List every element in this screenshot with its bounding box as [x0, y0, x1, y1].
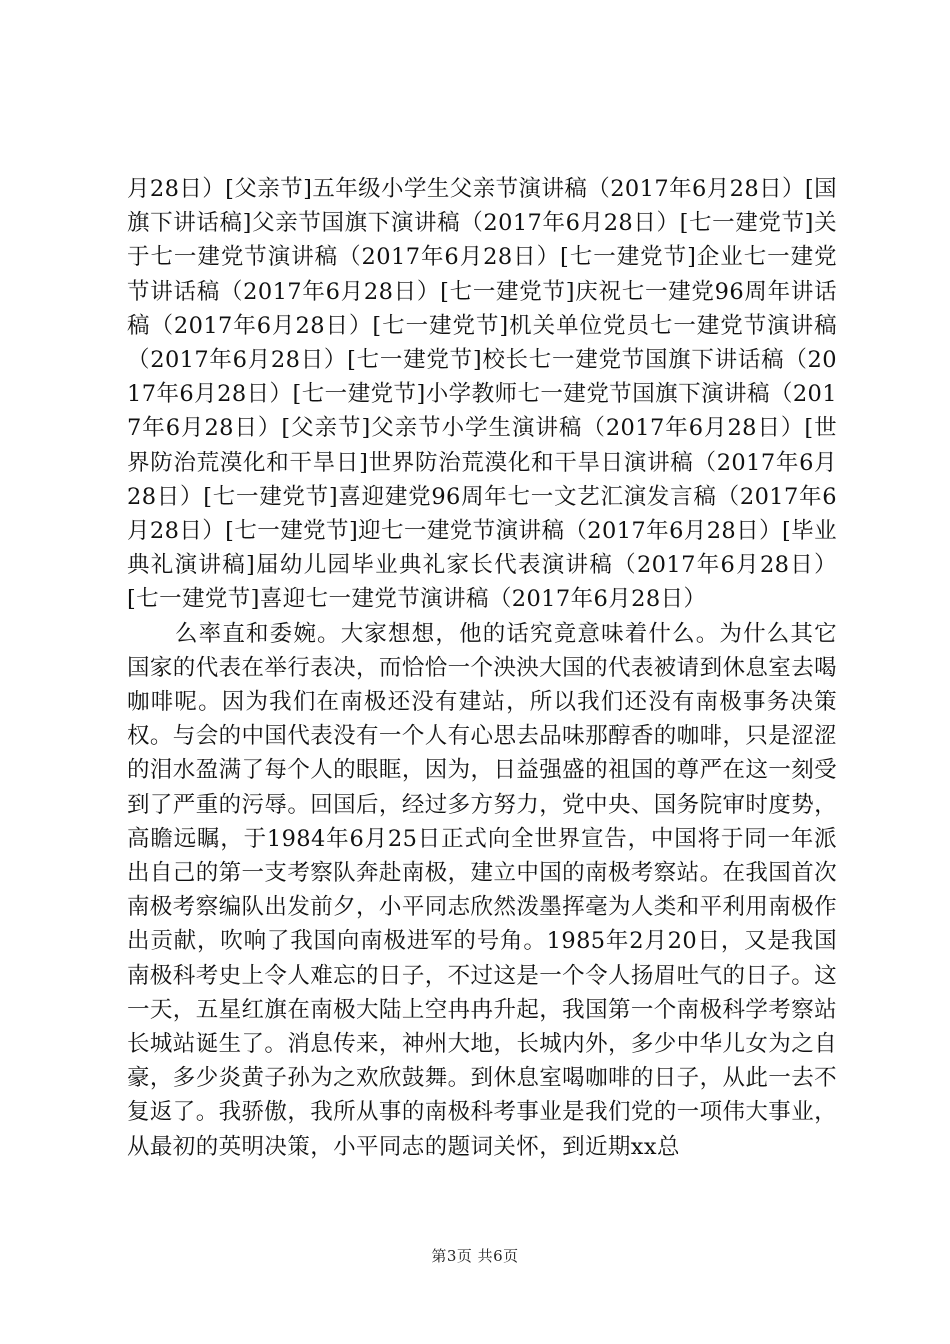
- paragraph-speech-list: 月28日）[父亲节]五年级小学生父亲节演讲稿（2017年6月28日）[国旗下讲话稿]父亲节国旗下演讲稿（2017年6月28日）[七一建党节]关于七一建党节演讲稿（2017年6月28日）[七一建党节]企业七一建党节讲话稿（2017年6月28日）[七一建党节]庆祝七一建党96周年讲话稿（2017年6月28日）[七一建党节]机关单位党员七一建党节演讲稿（2017年6月28日）[七一建党节]校长七一建党节国旗下讲话稿（2017年6月28日）[七一建党节]小学教师七一建党节国旗下演讲稿（2017年6月28日）[父亲节]父亲节小学生演讲稿（2017年6月28日）[世界防治荒漠化和干旱日]世界防治荒漠化和干旱日演讲稿（2017年6月28日）[七一建党节]喜迎建党96周年七一文艺汇演发言稿（2017年6月28日）[七一建党节]迎七一建党节演讲稿（2017年6月28日）[毕业典礼演讲稿]届幼儿园毕业典礼家长代表演讲稿（2017年6月28日）[七一建党节]喜迎七一建党节演讲稿（2017年6月28日）: [127, 176, 837, 613]
- paragraph-antarctic: 么率直和委婉。大家想想，他的话究竟意味着什么。为什么其它国家的代表在举行表决，而恰恰一个泱泱大国的代表被请到休息室去喝咖啡呢。因为我们在南极还没有建站，所以我们还没有南极事务决策权。与会的中国代表没有一个人有心思去品味那醇香的咖啡，只是涩涩的泪水盈满了每个人的眼眶，因为，日益强盛的祖国的尊严在这一刻受到了严重的污辱。回国后，经过多方努力，党中央、国务院审时度势，高瞻远瞩，于1984年6月25日正式向全世界宣告，中国将于同一年派出自己的第一支考察队奔赴南极，建立中国的南极考察站。在我国首次南极考察编队出发前夕，小平同志欣然泼墨挥毫为人类和平利用南极作出贡献，吹响了我国向南极进军的号角。1985年2月20日，又是我国南极科考史上令人难忘的日子，不过这是一个令人扬眉吐气的日子。这一天，五星红旗在南极大陆上空冉冉升起，我国第一个南极科学考察站长城站诞生了。消息传来，神州大地，长城内外，多少中华儿女为之自豪，多少炎黄子孙为之欢欣鼓舞。到休息室喝咖啡的日子，从此一去不复返了。我骄傲，我所从事的南极科考事业是我们党的一项伟大事业，从最初的英明决策，小平同志的题词关怀，到近期xx总: [127, 620, 837, 1160]
- document-body: [127, 172, 837, 1164]
- page-footer: 第3页 共6页: [431, 1247, 519, 1265]
